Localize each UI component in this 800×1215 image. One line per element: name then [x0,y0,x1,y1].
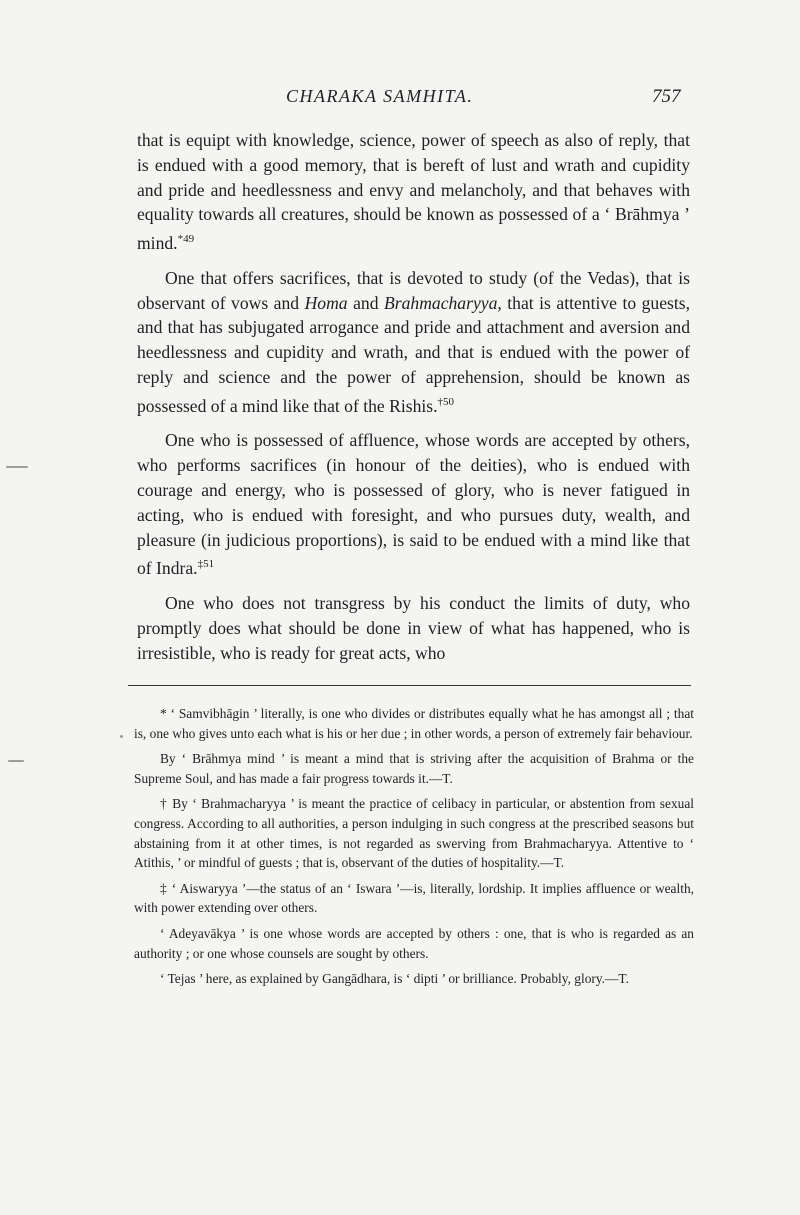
footnote-brahmacharyya: † By ‘ Brahmacharyya ’ is meant the practice of celibacy in particular, or abstention from sexual congress. According to all authorities, a person indulging in such congress at the prescribed seasons but abstaining from it at other times, is not regarded as swerving from Brahmacharyya. Attentive to ‘ Atithis, ’ or mindful of guests ; that is, observant of the duties of hospitality.—T. [134,796,694,871]
footnote-divider [128,685,691,686]
footnote-ref[interactable]: ‡51 [197,558,215,571]
running-head: CHARAKA SAMHITA. [286,86,474,106]
term-brahmacharyya: Brahmacharyya, [384,292,502,313]
footnote-brahmya-mind: By ‘ Brāhmya mind ’ is meant a mind that is striving after the acquisition of Brahma or the Supreme Soul, and has made a fair progress towards it.—T. [134,751,694,786]
scan-mark [6,466,28,468]
main-text [137,128,690,666]
footnote-ref[interactable]: *49 [177,233,195,246]
paragraph-indra: One who is possessed of affluence, whose words are accepted by others, who performs sacrifices (in honour of the deities), who is endued with courage and energy, who is possessed of glory, who is never fatigued in acting, who is endued with foresight, and who pursues duty, wealth, and pleasure (in judicious proportions), is said to be endued with a mind like that of Indra.$^{\ddagger 51}$ [137,430,690,579]
paragraph-rishis: One that offers sacrifices, that is devoted to study (of the Vedas), that is observant of vows and Homa and Brahmacharyya, that is attentive to guests, and that has subjugated arrogance and pride and attachment and aversion and heedlessness and cupidity and wrath, and that is endued with the power of reply and science and the power of apprehension, should be known as possessed of a mind like that of the Rishis.$^{\dagger 50}$ [137,267,691,416]
footnote-ref[interactable]: †50 [437,395,455,408]
footnote-aiswaryya: ‡ ‘ Aiswaryya ’—the status of an ‘ Iswara ’—is, literally, lordship. It implies affluence or wealth, with power extending over others. [134,880,694,916]
paragraph-brahmya: that is equipt with knowledge, science, power of speech as also of reply, that is endued with a good memory, that is bereft of lust and wrath and cupidity and pride and heedlessness and envy and melancholy, and that behaves with equality towards all creatures, should be known as possessed of a ‘ Brāhmya ’ mind.$^{*49}$ [137,130,690,254]
footnote-samvibhagin: * ‘ Samvibhāgin ’ literally, is one who divides or distributes equally what he has amongst all ; that is, one who gives unto each what is his or her due ; in other words, a person of extremely fair behaviour. [134,706,694,741]
scan-mark [120,735,123,738]
footnote-adeyavakya: ‘ Adeyavākya ’ is one whose words are accepted by others : one, that is who is regarded as an authority ; or one whose counsels are sought by others. [134,925,694,961]
footnotes [134,704,694,995]
paragraph-duty: One who does not transgress by his conduct the limits of duty, who promptly does what should be done in view of what has happened, who is irresistible, who is ready for great acts, who [137,593,690,663]
term-homa: Homa [304,292,348,313]
footnote-tejas: ‘ Tejas ’ here, as explained by Gangādhara, is ‘ dipti ’ or brilliance. Probably, glory.—T. [160,971,629,987]
page-number: 757 [652,86,681,107]
scan-mark [8,760,24,762]
